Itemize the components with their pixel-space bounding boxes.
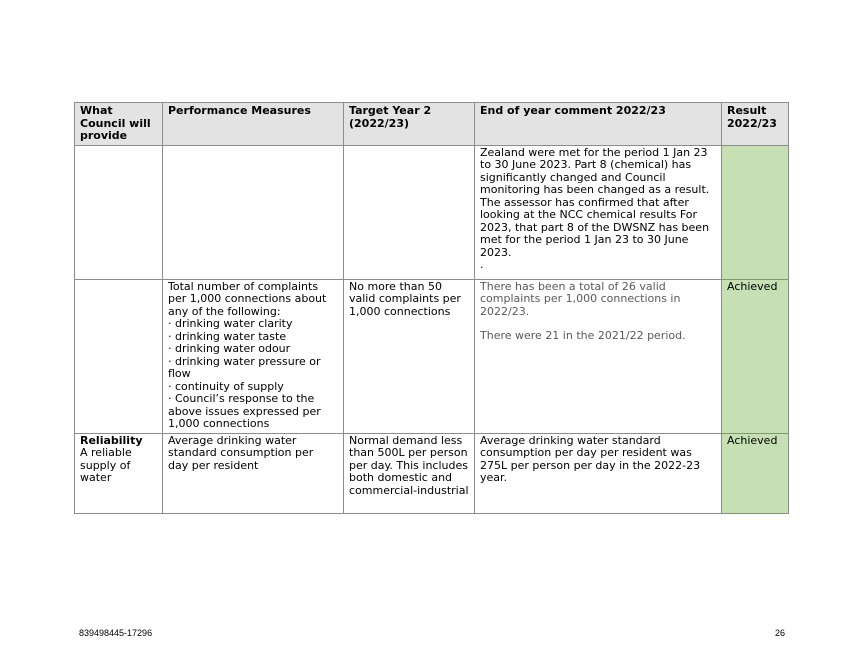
measure-item: · drinking water taste	[168, 329, 287, 343]
comment-text: There were 21 in the 2021/22 period.	[480, 329, 686, 342]
measure-item: · drinking water clarity	[168, 317, 293, 330]
measure-item: · drinking water odour	[168, 342, 291, 355]
comment-text: Zealand were met for the period 1 Jan 23 to 30 June 2023. Part 8 (chemical) has significantly changed and Council monitoring has been changed as a result. The assessor has confirmed that after looking at the NCC chemical results For 2023, that part 8 of the DWSNZ has been met for the period 1 Jan 23 to 30 June 2023.	[480, 145, 710, 259]
provide-cell	[75, 279, 163, 433]
table-row	[75, 145, 789, 279]
measure-text: Average drinking water standard consumption per	[168, 433, 314, 459]
measure-intro: Total number of complaints per 1,000 connections about any of the following:	[168, 279, 327, 318]
result-cell: Achieved	[722, 433, 789, 513]
provide-title: Reliability	[80, 433, 143, 447]
table-row	[75, 433, 789, 513]
comment-trailing: .	[480, 258, 484, 271]
document-id: 839498445-17296	[79, 628, 153, 638]
header-performance-measures: Performance Measures	[163, 103, 344, 146]
measure-item: · continuity of supply	[168, 379, 284, 393]
measure-text: day per resident	[168, 458, 259, 472]
header-end-of-year-comment: End of year comment 2022/23	[475, 103, 722, 146]
page-number: 26	[775, 628, 786, 638]
header-target-year-2: Target Year 2 (2022/23)	[344, 103, 475, 146]
provide-cell	[75, 145, 163, 279]
header-result: Result 2022/23	[722, 103, 789, 146]
provide-cell	[75, 433, 163, 513]
result-cell: Achieved	[722, 279, 789, 433]
table-row	[75, 279, 789, 433]
result-cell	[722, 145, 789, 279]
performance-table	[74, 102, 789, 514]
comment-text: There has been a total of 26 valid complaints per 1,000 connections in 2022/23.	[480, 279, 681, 318]
measure-item: · Council’s response to the above issues expressed per 1,000 connections	[168, 392, 321, 430]
provide-description: A reliable supply of water	[80, 446, 132, 484]
measure-cell	[163, 433, 344, 513]
comment-cell	[475, 145, 722, 279]
target-cell: Normal demand less than 500L per person per day. This includes both domestic and commercial-industrial	[344, 433, 475, 513]
measure-cell	[163, 279, 344, 433]
target-cell: No more than 50 valid complaints per 1,000 connections	[344, 279, 475, 433]
header-row	[75, 103, 789, 146]
comment-cell	[475, 279, 722, 433]
target-cell	[344, 145, 475, 279]
header-what-council-will-provide: What Council will provide	[75, 103, 163, 146]
measure-cell	[163, 145, 344, 279]
comment-cell: Average drinking water standard consumption per day per resident was 275L per person per day in the 2022-23 year.	[475, 433, 722, 513]
measure-item: · drinking water pressure or flow	[168, 354, 321, 380]
